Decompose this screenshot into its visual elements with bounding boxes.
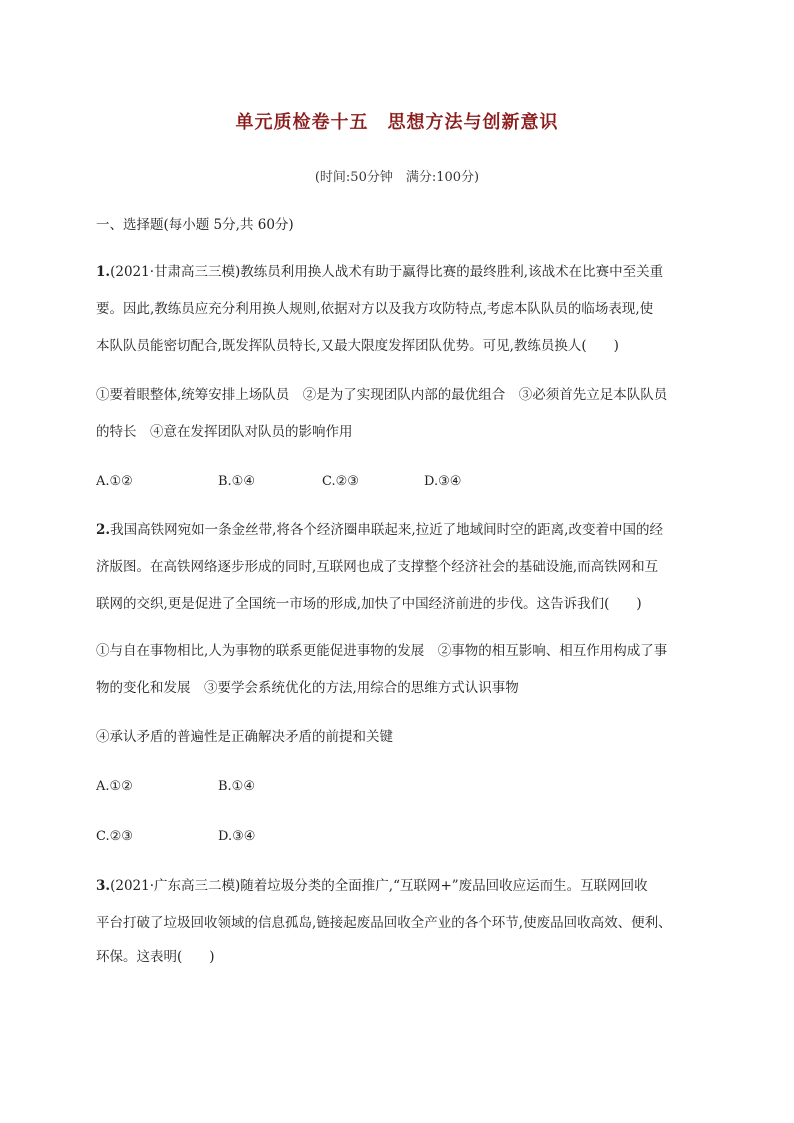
question-1-option-c[interactable]: C.②③ [322,474,359,489]
exam-time-score: (时间:50分钟 满分:100分) [314,170,480,185]
question-2-number: 2. [96,522,111,538]
question-2-statements-3: ④承认矛盾的普遍性是正确解决矛盾的前提和关键 [96,729,393,745]
question-3-line-3: 环保。这表明( ) [96,949,215,965]
question-1-line-2: 要。因此,教练员应充分利用换人规则,依据对方以及我方攻防特点,考虑本队队员的临场表现,使 [96,301,654,317]
question-1-statements-2: 的特长 ④意在发挥团队对队员的影响作用 [96,424,353,440]
question-1-option-a[interactable]: A.①② [96,474,133,489]
question-2-line-1: 2.我国高铁网宛如一条金丝带,将各个经济圈串联起来,拉近了地域间时空的距离,改变着中国的经 [96,522,663,538]
question-3-line-2: 平台打破了垃圾回收领域的信息孤岛,链接起废品回收全产业的各个环节,使废品回收高效、便利、 [96,915,672,931]
question-2-line-2: 济版图。在高铁网络逐步形成的同时,互联网也成了支撑整个经济社会的基础设施,而高铁网和互 [96,559,659,575]
question-2-option-c[interactable]: C.②③ [96,829,133,844]
question-2-option-a[interactable]: A.①② [96,779,133,794]
section-heading: 一、选择题(每小题 5分,共 60分) [96,217,294,233]
question-3-line-1: 3.(2021·广东高三二模)随着垃圾分类的全面推广,“互联网+”废品回收应运而生。互联网回收 [96,878,648,894]
page-title: 单元质检卷十五 思想方法与创新意识 [235,112,559,133]
question-2-option-b[interactable]: B.①④ [218,779,255,794]
question-2-statements-1: ①与自在事物相比,人为事物的联系更能促进事物的发展 ②事物的相互影响、相互作用构成了事 [96,643,668,659]
question-1-option-b[interactable]: B.①④ [218,474,255,489]
question-2-line-3: 联网的交织,更是促进了全国统一市场的形成,加快了中国经济前进的步伐。这告诉我们( ) [96,596,642,612]
question-2-option-d[interactable]: D.③④ [218,829,256,844]
question-1-line-3: 本队队员能密切配合,既发挥队员特长,又最大限度发挥团队优势。可见,教练员换人( ) [96,338,619,354]
question-2-statements-2: 物的变化和发展 ③要学会系统优化的方法,用综合的思维方式认识事物 [96,680,519,696]
question-1-option-d[interactable]: D.③④ [424,474,462,489]
question-1-line-1: 1.(2021·甘肃高三三模)教练员利用换人战术有助于赢得比赛的最终胜利,该战术在比赛中至关重 [96,264,664,280]
question-1-number: 1. [96,264,111,280]
question-1-statements-1: ①要着眼整体,统筹安排上场队员 ②是为了实现团队内部的最优组合 ③必须首先立足本队队员 [96,387,668,403]
question-3-number: 3. [96,878,111,894]
